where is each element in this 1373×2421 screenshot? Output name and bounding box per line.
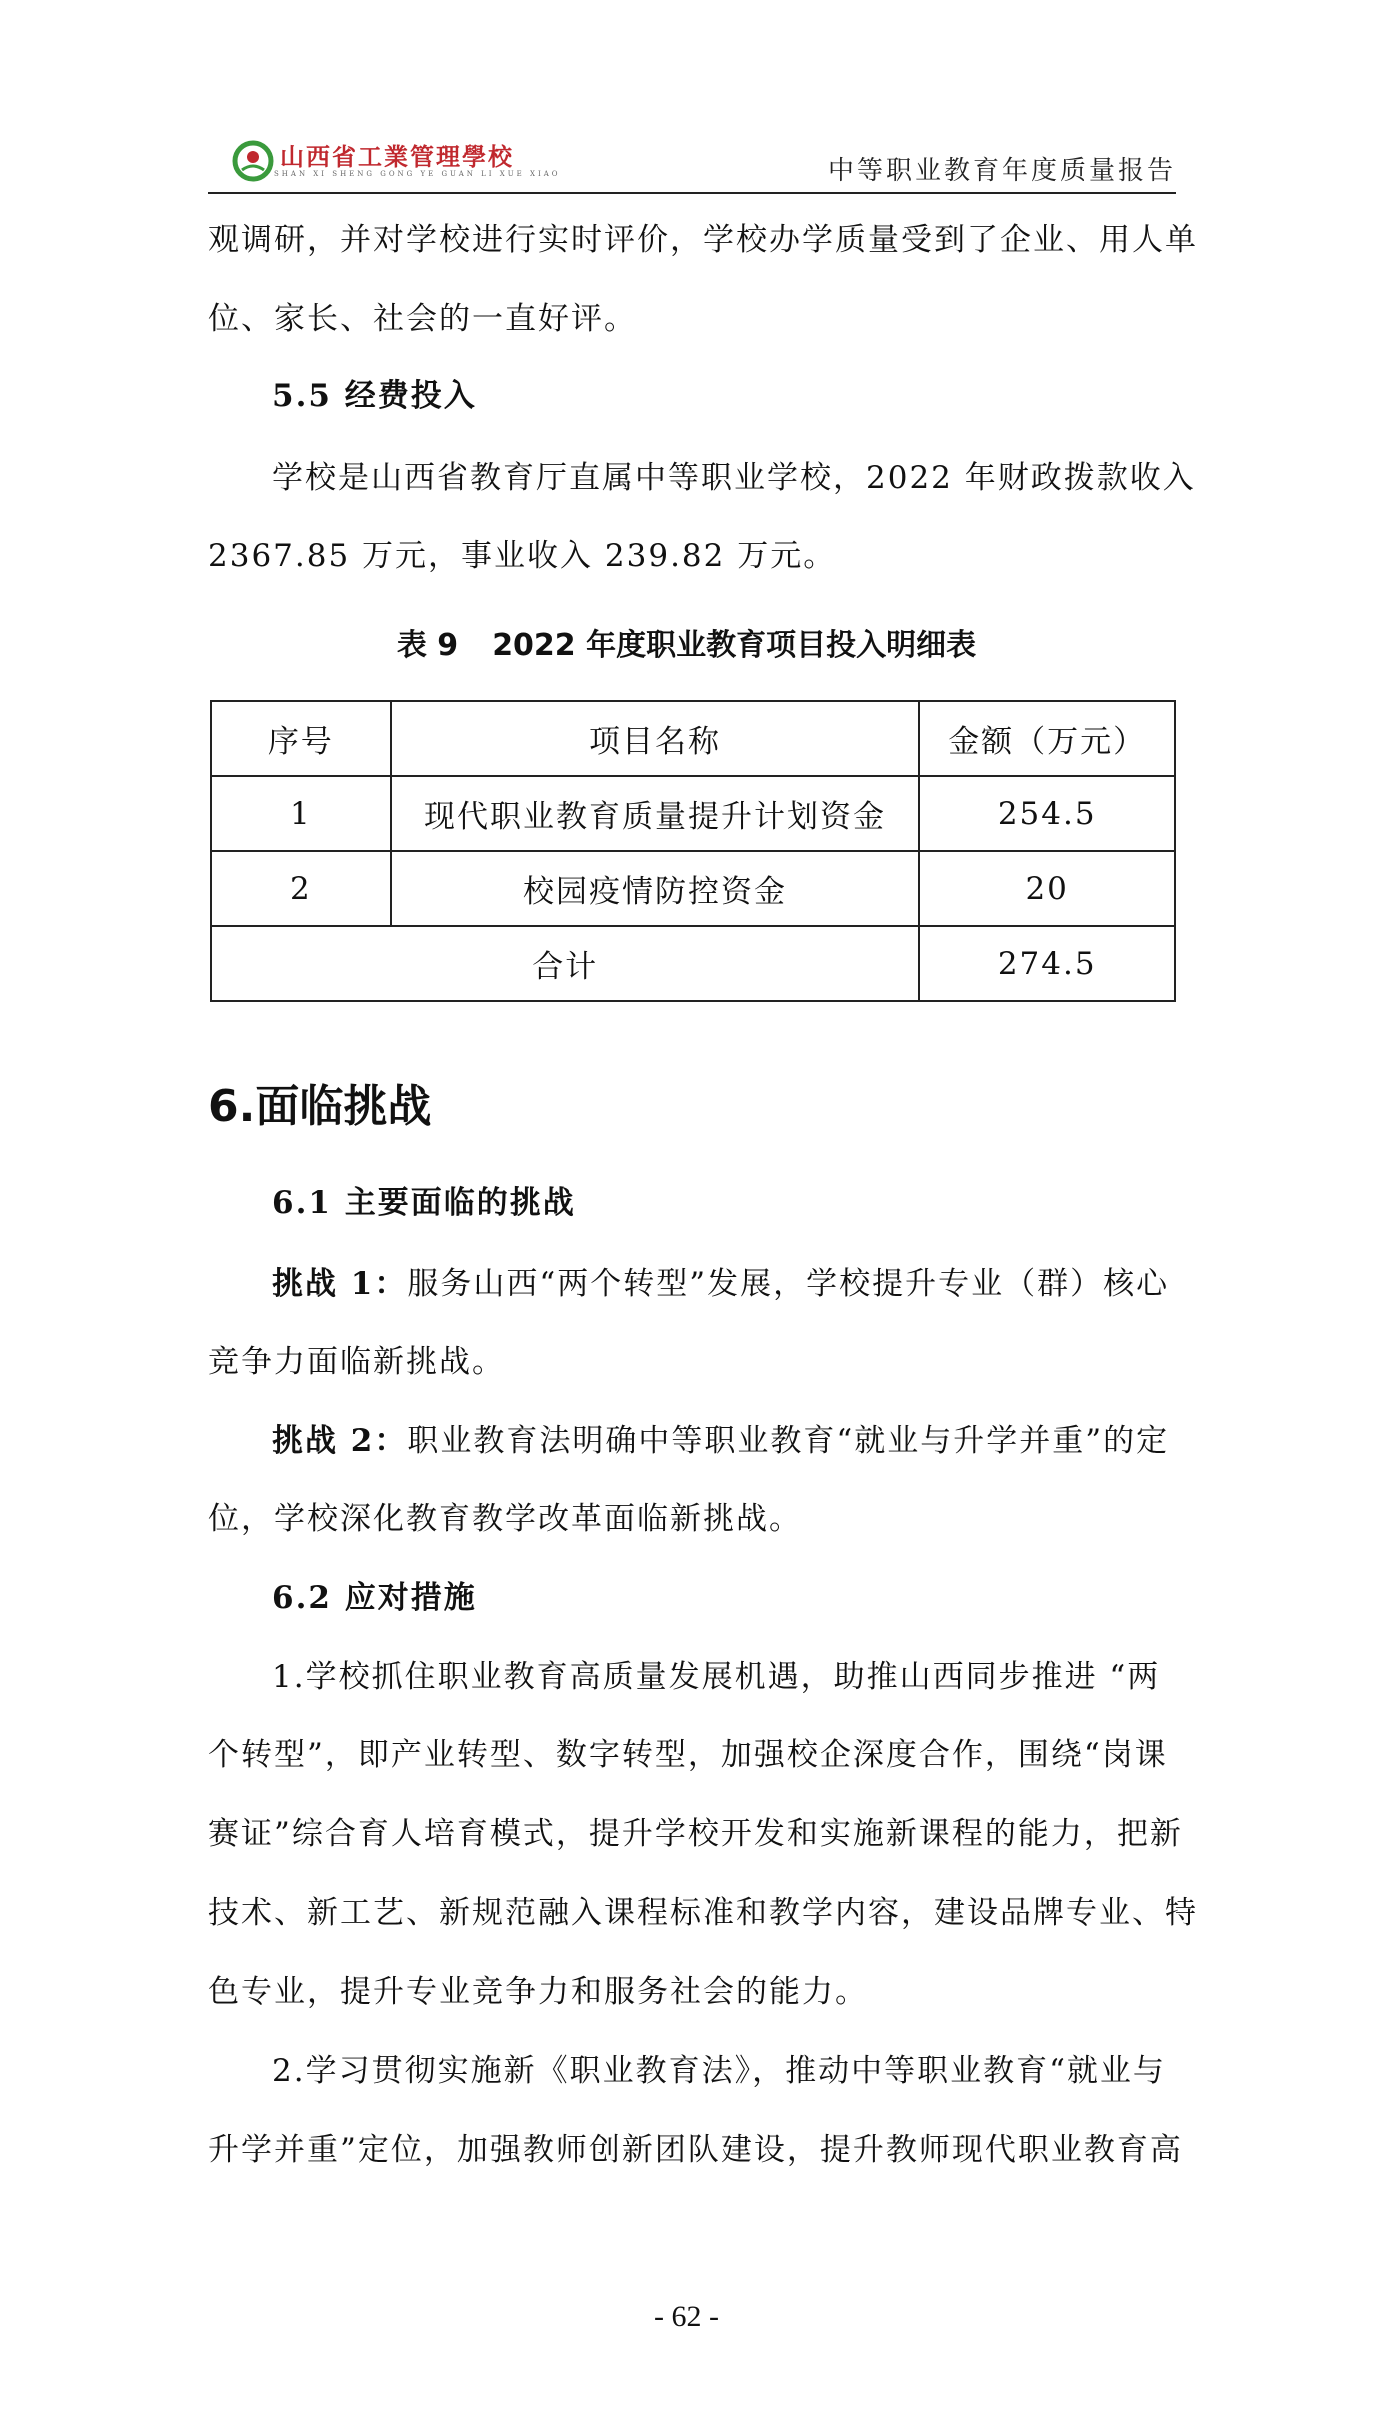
column-header-amount: 金额（万元） bbox=[919, 701, 1175, 776]
table-cell: 1 bbox=[211, 776, 391, 851]
total-value: 274.5 bbox=[919, 926, 1175, 1001]
column-header-index: 序号 bbox=[211, 701, 391, 776]
paragraph-line: 2.学习贯彻实施新《职业教育法》，推动中等职业教育“就业与 bbox=[272, 2053, 1166, 2089]
table-title: 2022 年度职业教育项目投入明细表 bbox=[492, 628, 977, 663]
paragraph-line: 色专业，提升专业竞争力和服务社会的能力。 bbox=[208, 1974, 868, 2010]
paragraph-line: 学校是山西省教育厅直属中等职业学校，2022 年财政拨款收入 bbox=[272, 460, 1196, 496]
page-number: - 62 - bbox=[654, 2300, 719, 2333]
table-cell: 254.5 bbox=[919, 776, 1175, 851]
table-cell: 2 bbox=[211, 851, 391, 926]
school-logo bbox=[232, 134, 561, 188]
paragraph-line: 技术、新工艺、新规范融入课程标准和教学内容，建设品牌专业、特 bbox=[208, 1895, 1198, 1931]
paragraph-line: 观调研，并对学校进行实时评价，学校办学质量受到了企业、用人单 bbox=[208, 222, 1198, 258]
challenge-text: 职业教育法明确中等职业教育“就业与升学并重”的定 bbox=[407, 1423, 1170, 1459]
paragraph-line: 位，学校深化教育教学改革面临新挑战。 bbox=[208, 1501, 802, 1537]
paragraph-line: 赛证”综合育人培育模式，提升学校开发和实施新课程的能力，把新 bbox=[208, 1816, 1183, 1852]
table-cell: 20 bbox=[919, 851, 1175, 926]
table-row bbox=[211, 851, 1175, 926]
page-header bbox=[208, 126, 1176, 194]
paragraph-line: 位、家长、社会的一直好评。 bbox=[208, 301, 637, 337]
paragraph-line: 2367.85 万元，事业收入 239.82 万元。 bbox=[208, 538, 837, 574]
section-heading-6-1: 6.1 主要面临的挑战 bbox=[272, 1185, 576, 1221]
challenge-label: 挑战 2： bbox=[272, 1423, 408, 1459]
table-total-row bbox=[211, 926, 1175, 1001]
report-title: 中等职业教育年度质量报告 bbox=[827, 156, 1176, 186]
section-heading-6-2: 6.2 应对措施 bbox=[272, 1580, 477, 1616]
paragraph-line: 竞争力面临新挑战。 bbox=[208, 1344, 505, 1380]
table-label: 表 9 bbox=[396, 628, 459, 663]
table-header-row bbox=[211, 701, 1175, 776]
section-heading-6: 6.面临挑战 bbox=[208, 1081, 432, 1132]
school-pinyin: SHAN XI SHENG GONG YE GUAN LI XUE XIAO bbox=[274, 170, 561, 178]
table-cell: 校园疫情防控资金 bbox=[391, 851, 920, 926]
paragraph-line bbox=[272, 1415, 1176, 1460]
challenge-text: 服务山西“两个转型”发展，学校提升专业（群）核心 bbox=[407, 1266, 1170, 1302]
paragraph-line: 1.学校抓住职业教育高质量发展机遇，助推山西同步推进 “两 bbox=[272, 1659, 1161, 1695]
paragraph-line: 个转型”，即产业转型、数字转型，加强校企深度合作，围绕“岗课 bbox=[208, 1737, 1168, 1773]
paragraph-line bbox=[272, 1258, 1176, 1303]
challenge-label: 挑战 1： bbox=[272, 1266, 408, 1302]
table-row bbox=[211, 776, 1175, 851]
table-caption bbox=[0, 620, 1373, 664]
paragraph-line: 升学并重”定位，加强教师创新团队建设，提升教师现代职业教育高 bbox=[208, 2132, 1183, 2168]
table-cell: 现代职业教育质量提升计划资金 bbox=[391, 776, 920, 851]
total-label: 合计 bbox=[211, 926, 919, 1001]
section-heading-5-5: 5.5 经费投入 bbox=[272, 378, 477, 414]
school-name: 山西省工業管理學校 bbox=[280, 143, 514, 171]
school-emblem-icon bbox=[232, 140, 274, 182]
column-header-project: 项目名称 bbox=[391, 701, 920, 776]
funding-table bbox=[210, 700, 1176, 1002]
